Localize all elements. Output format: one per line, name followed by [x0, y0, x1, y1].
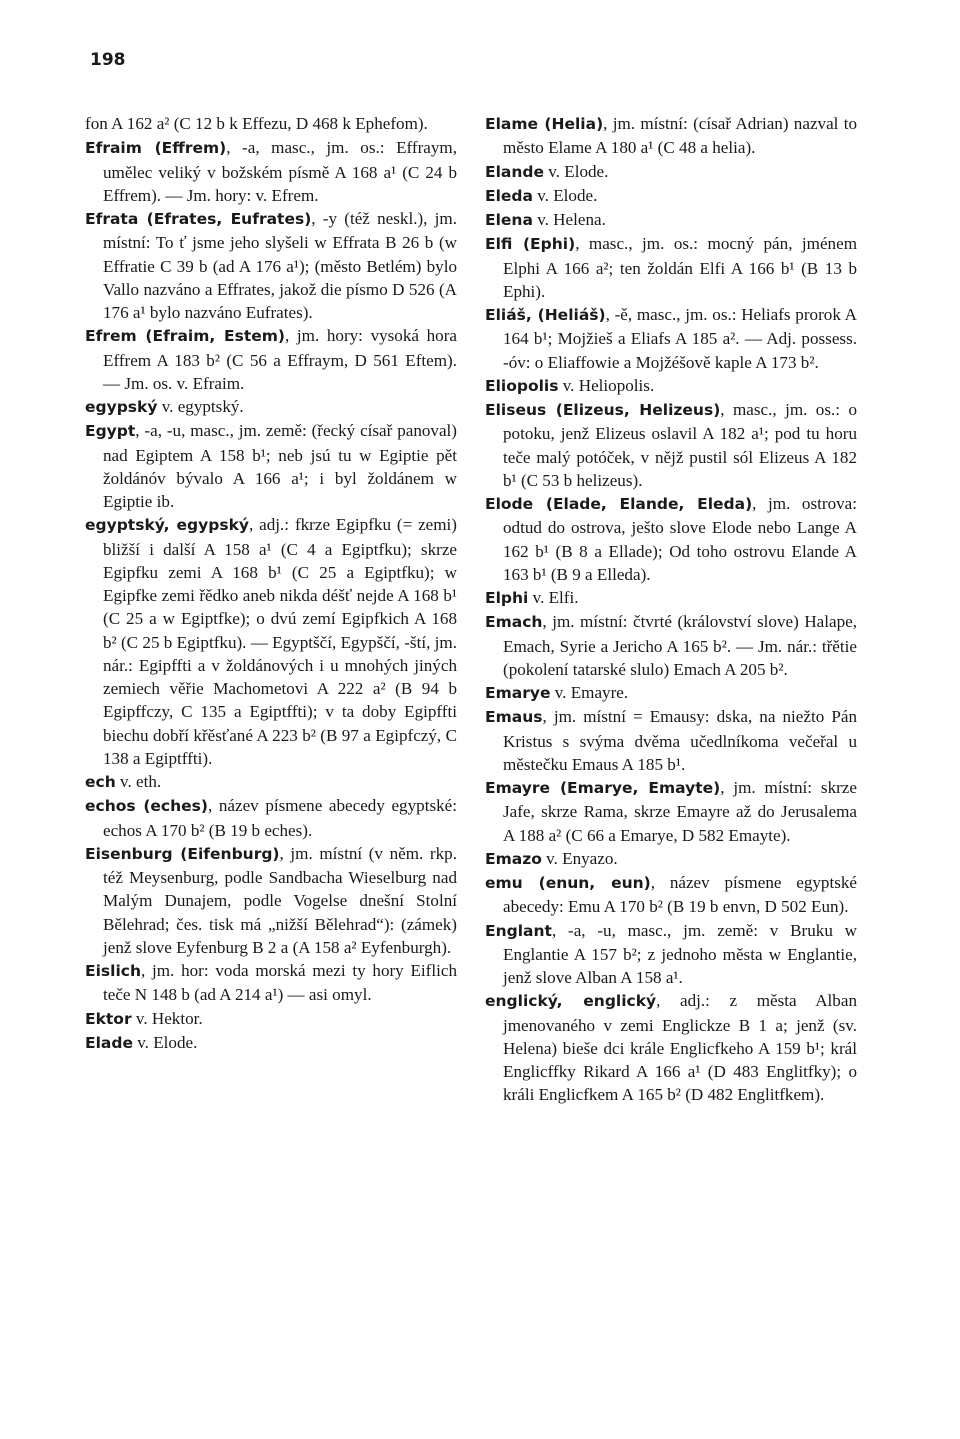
- entry-headword: Elame (Helia): [485, 115, 604, 133]
- dictionary-entry: [485, 610, 857, 681]
- entry-definition: , název písmene egyptské abecedy: Emu A 170 b² (B 19 b envn, D 502 Eun).: [503, 873, 857, 917]
- dictionary-entry: [85, 1007, 457, 1031]
- entry-headword: echos (eches): [85, 797, 208, 816]
- entry-headword: Elphi: [485, 589, 529, 607]
- entry-definition: v. Enyazo.: [541, 848, 618, 868]
- entry-headword: egypský: [85, 398, 158, 416]
- entry-headword: Eliseus (Elizeus, Helizeus): [485, 401, 721, 419]
- dictionary-entry: [485, 160, 857, 184]
- dictionary-entry: [85, 112, 457, 136]
- entry-headword: Emach: [485, 613, 543, 632]
- entry-headword: Emazo: [485, 849, 542, 868]
- entry-headword: emu (enun, eun): [485, 874, 651, 892]
- dictionary-entry: [485, 871, 857, 919]
- dictionary-entry: [485, 681, 857, 705]
- entry-definition: v. Elfi.: [528, 588, 579, 607]
- dictionary-entry: [85, 324, 457, 395]
- entry-definition: , -a, -u, masc., jm. země: (řecký císař panoval) nad Egiptem A 158 b¹; neb jsú tu w Egiptie pět žoldánóv bývalo A 166 a¹; i byl žoldánem w Egiptie ib.: [103, 421, 457, 511]
- entry-definition: , jm. místní: čtvrté (království slove) Halape, Emach, Syrie a Jericho A 165 b². — Jm. nár.: třětie (pokolení tatarské slulo) Emach A 205 b².: [503, 612, 857, 679]
- entry-headword: Elfi (Ephi): [485, 235, 576, 254]
- entry-headword: egyptský, egypský: [85, 516, 249, 535]
- entry-definition: , jm. hor: voda morská mezi ty hory Eiflich teče N 148 b (ad A 214 a¹) — asi omyl.: [103, 961, 457, 1005]
- dictionary-entry: [485, 989, 857, 1106]
- entry-headword: Egypt: [85, 422, 136, 441]
- dictionary-entry: [485, 705, 857, 776]
- entry-definition: , adj.: z města Alban jmenovaného v zemi Englickze B 1 a; jenž (sv. Helena) bieše dci krále Englicfkeho A 159 b¹; král Englicffky Rikard A 166 a¹ (D 483 Englitfky); o králi Englicfkem A 165 b² (D 482 Englitfkem).: [503, 991, 857, 1105]
- dictionary-entry: [85, 207, 457, 324]
- entry-definition: , adj.: fkrze Egipfku (= zemi) bližší i další A 158 a¹ (C 4 a Egiptfku); skrze Egipfku zemi A 168 b¹ (C 25 a Egiptfku); w Egipfke zemi řědko aneb nikda déšť nejde A 168 b¹ (C 25 a w Egiptfke); o dvú zemí Egipfkich A 168 b² (C 25 b Egiptfku). — Egyptščí, Egypščí, -ští, jm. nár.: Egipffti a v žoldánových i u mnohých jiných zemiech věřie Machometovi A 222 a² (B 94 b Egipffczy, C 135 a Egiptffti); v ta doby Egipffti biechu dobří křěsťané A 223 b² (B 97 a Egipfczý, C 138 a Egiptffti).: [103, 515, 458, 768]
- dictionary-entry: [485, 398, 857, 492]
- entry-headword: Emayre (Emarye, Emayte): [485, 779, 721, 797]
- dictionary-entry: [485, 208, 857, 232]
- dictionary-entry: [485, 303, 857, 374]
- entry-headword: Efraim (Effrem): [85, 139, 227, 158]
- entry-headword: Emaus: [485, 708, 543, 727]
- entry-headword: ech: [85, 773, 116, 791]
- entry-definition: v. Elode.: [544, 161, 609, 181]
- entry-definition: , jm. hory: vysoká hora Effrem A 183 b² (C 56 a Effraym, D 561 Eftem). — Jm. os. v. Efraim.: [103, 326, 457, 393]
- entry-headword: Eliáš, (Heliáš): [485, 306, 606, 324]
- dictionary-entry: [85, 794, 457, 842]
- dictionary-entry: [485, 232, 857, 303]
- entry-definition: , jm. místní: skrze Jafe, skrze Rama, skrze Emayre až do Jerusalema A 188 a² (C 66 a Emarye, D 582 Emayte).: [503, 778, 857, 845]
- entry-definition: v. Helena.: [532, 210, 606, 229]
- entry-headword: englický, englický: [485, 992, 657, 1011]
- entry-definition: , -y (též neskl.), jm. místní: To ť jsme jeho slyšeli w Effrata B 26 b (w Effratie C 39 b (ad A 176 a¹); (město Betlém) bylo Vallo nazváno a Effrates, jakož die písmo D 526 (A 176 a¹ bylo nazváno Eufrates).: [103, 209, 457, 322]
- entry-headword: Emarye: [485, 684, 551, 702]
- entry-definition: , jm. místní = Emausy: dska, na niežto Pán Kristus s svýma dvěma učedlníkoma večeřal u městečku Emaus A 185 b¹.: [503, 707, 857, 774]
- entry-headword: Elena: [485, 211, 533, 229]
- entry-definition: , jm. místní (v něm. rkp. též Meysenburg, podle Sandbacha Wieselburg nad Malým Dunajem, podle Vogelse dnešní Stolní Bělehrad; čes. tisk má „nižší Bělehrad“): (zámek) jenž slove Eyfenburg B 2 a (A 158 a² Eyfenburgh).: [103, 843, 457, 957]
- entry-definition: , jm. ostrova: odtud do ostrova, ješto slove Elode nebo Lange A 162 b¹ (B 8 a Ellade); Od toho ostrovu Elande A 163 b¹ (B 9 a Elleda).: [503, 494, 858, 584]
- dictionary-entry: [485, 847, 857, 871]
- entry-headword: Eislich: [85, 962, 141, 980]
- entry-headword: Eisenburg (Eifenburg): [85, 844, 280, 863]
- left-column: [85, 112, 457, 1055]
- entry-headword: Elade: [85, 1033, 133, 1052]
- dictionary-entry: [485, 184, 857, 208]
- page-number: 198: [90, 50, 126, 70]
- entry-definition: v. egyptský.: [157, 397, 244, 416]
- entry-definition: v. Elode.: [132, 1032, 198, 1052]
- entry-definition: , -a, masc., jm. os.: Effraym, umělec veliký v božském písmě A 168 a¹ (C 24 b Effrem). — Jm. hory: v. Efrem.: [103, 138, 457, 205]
- dictionary-entry: [85, 136, 457, 207]
- entry-definition: , jm. místní: (císař Adrian) nazval to město Elame A 180 a¹ (C 48 a helia).: [503, 114, 857, 158]
- entry-headword: Efrem (Efraim, Estem): [85, 327, 285, 346]
- entry-headword: Eliopolis: [485, 376, 559, 395]
- dictionary-entry: [85, 395, 457, 419]
- entry-definition: , masc., jm. os.: mocný pán, jménem Elphi A 166 a²; ten žoldán Elfi A 166 b¹ (B 13 b Ephi).: [503, 234, 857, 301]
- dictionary-entry: [485, 776, 857, 847]
- entry-headword: Eleda: [485, 186, 533, 205]
- entry-definition: v. Elode.: [532, 185, 598, 205]
- entry-definition: v. Heliopolis.: [558, 375, 655, 395]
- dictionary-entry: [85, 1031, 457, 1055]
- entry-definition: , -a, -u, masc., jm. země: v Bruku w Englantie A 157 b²; z jednoho města w Englantie, jenž slove Alban A 158 a¹.: [503, 920, 857, 987]
- entry-definition: , -ě, masc., jm. os.: Heliafs prorok A 164 b¹; Mojžieš a Eliafs A 185 a². — Adj. possess. -óv: o Eliaffowie a Mojžéšově kaple A 173 b².: [503, 305, 857, 372]
- entry-definition: fon A 162 a² (C 12 b k Effezu, D 468 k Ephefom).: [85, 114, 428, 133]
- entry-headword: Ektor: [85, 1009, 132, 1028]
- entry-headword: Efrata (Efrates, Eufrates): [85, 210, 312, 228]
- entry-definition: v. Emayre.: [550, 683, 629, 702]
- entry-headword: Elode (Elade, Elande, Eleda): [485, 495, 753, 513]
- entry-definition: v. eth.: [115, 772, 162, 791]
- dictionary-entry: [485, 374, 857, 398]
- dictionary-entry: [485, 492, 857, 586]
- dictionary-entry: [85, 842, 457, 959]
- right-column: [485, 112, 857, 1107]
- dictionary-entry: [485, 586, 857, 610]
- entry-definition: , název písmene abecedy egyptské: echos A 170 b² (B 19 b eches).: [103, 796, 457, 840]
- dictionary-entry: [85, 513, 457, 770]
- dictionary-entry: [85, 959, 457, 1007]
- entry-definition: , masc., jm. os.: o potoku, jenž Elizeus oslavil A 182 a¹; pod tu horu teče malý potóček, v nějž pustil sól Elizeus A 182 b¹ (C 53 b helizeus).: [503, 400, 857, 490]
- entry-definition: v. Hektor.: [131, 1008, 203, 1028]
- dictionary-entry: [85, 419, 457, 513]
- entry-headword: Englant: [485, 921, 552, 940]
- dictionary-entry: [485, 919, 857, 990]
- dictionary-entry: [85, 770, 457, 794]
- dictionary-entry: [485, 112, 857, 160]
- entry-headword: Elande: [485, 162, 545, 181]
